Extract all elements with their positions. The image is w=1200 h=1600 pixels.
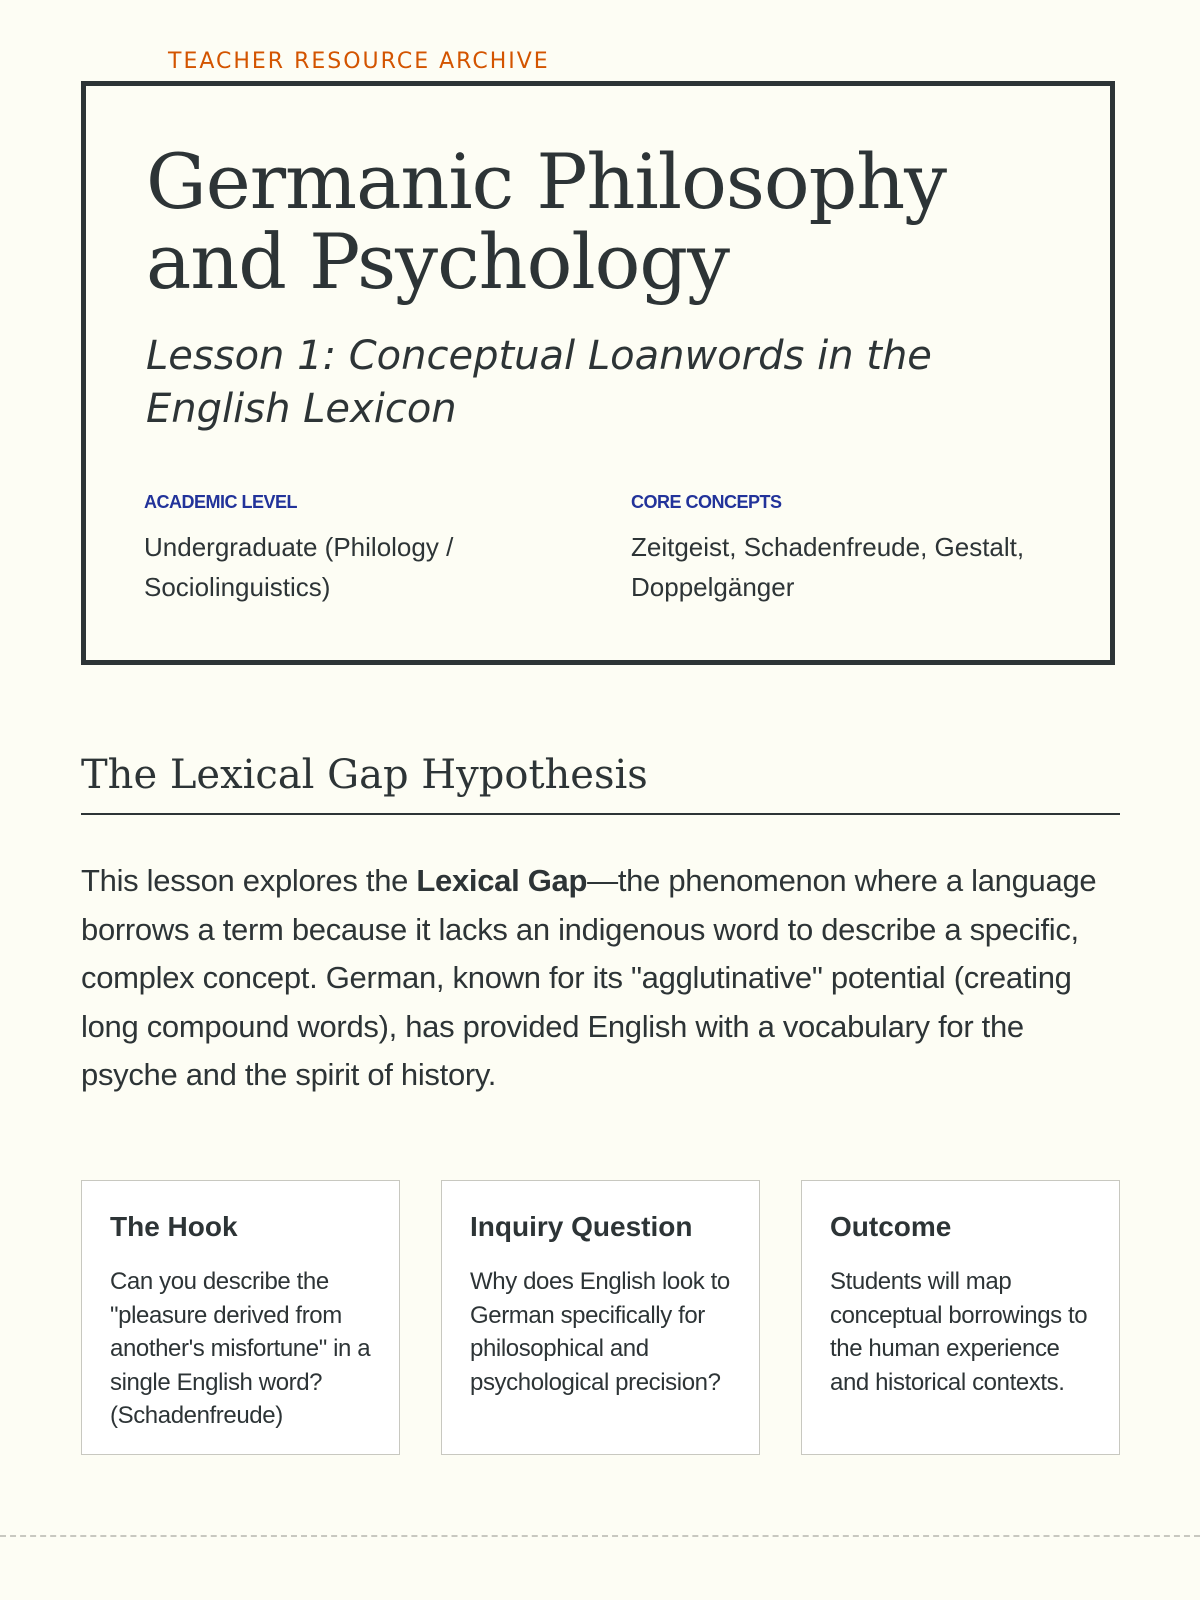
- intro-lead: This lesson explores the: [81, 863, 417, 898]
- hook-card-title: The Hook: [110, 1211, 238, 1242]
- academic-level-heading: ACADEMIC LEVEL: [144, 492, 298, 512]
- intro-bold-term: Lexical Gap: [416, 863, 588, 898]
- outcome-card-title: Outcome: [830, 1211, 952, 1242]
- inquiry-card: [441, 1180, 760, 1455]
- core-concepts-heading: CORE CONCEPTS: [631, 492, 782, 512]
- inquiry-card-title: Inquiry Question: [470, 1211, 693, 1242]
- section-title: The Lexical Gap Hypothesis: [81, 752, 648, 798]
- page-break-divider: [0, 1535, 1200, 1537]
- core-concepts-value: Zeitgeist, Schadenfreude, Gestalt, Doppelgänger: [631, 532, 1025, 602]
- lesson-subtitle: Lesson 1: Conceptual Loanwords in the English Lexicon: [146, 333, 932, 432]
- intro-rest: —the phenomenon where a language borrows a term because it lacks an indigenous word to describe a specific, complex concept. German, known for its "agglutinative" potential (creating long compound words), has provided English with a vocabulary for the psyche and the spirit of history.: [81, 863, 1097, 1092]
- outcome-card: [801, 1180, 1120, 1455]
- academic-level-value: Undergraduate (Philology / Sociolinguistics): [144, 532, 454, 602]
- core-concepts-block: [631, 492, 1051, 607]
- academic-level-block: [144, 492, 564, 607]
- page-title: Germanic Philosophy and Psychology: [146, 137, 947, 306]
- hook-card-body: Can you describe the "pleasure derived from another's misfortune" in a single English word? (Schadenfreude): [110, 1268, 371, 1429]
- section-divider: [81, 813, 1120, 815]
- hook-card: [81, 1180, 400, 1455]
- outcome-card-body: Students will map conceptual borrowings to the human experience and historical contexts.: [830, 1268, 1088, 1396]
- inquiry-card-body: Why does English look to German specifically for philosophical and psychological precision?: [470, 1268, 730, 1396]
- intro-paragraph: [81, 857, 1121, 1100]
- title-card: [81, 81, 1115, 665]
- archive-label: TEACHER RESOURCE ARCHIVE: [168, 49, 550, 74]
